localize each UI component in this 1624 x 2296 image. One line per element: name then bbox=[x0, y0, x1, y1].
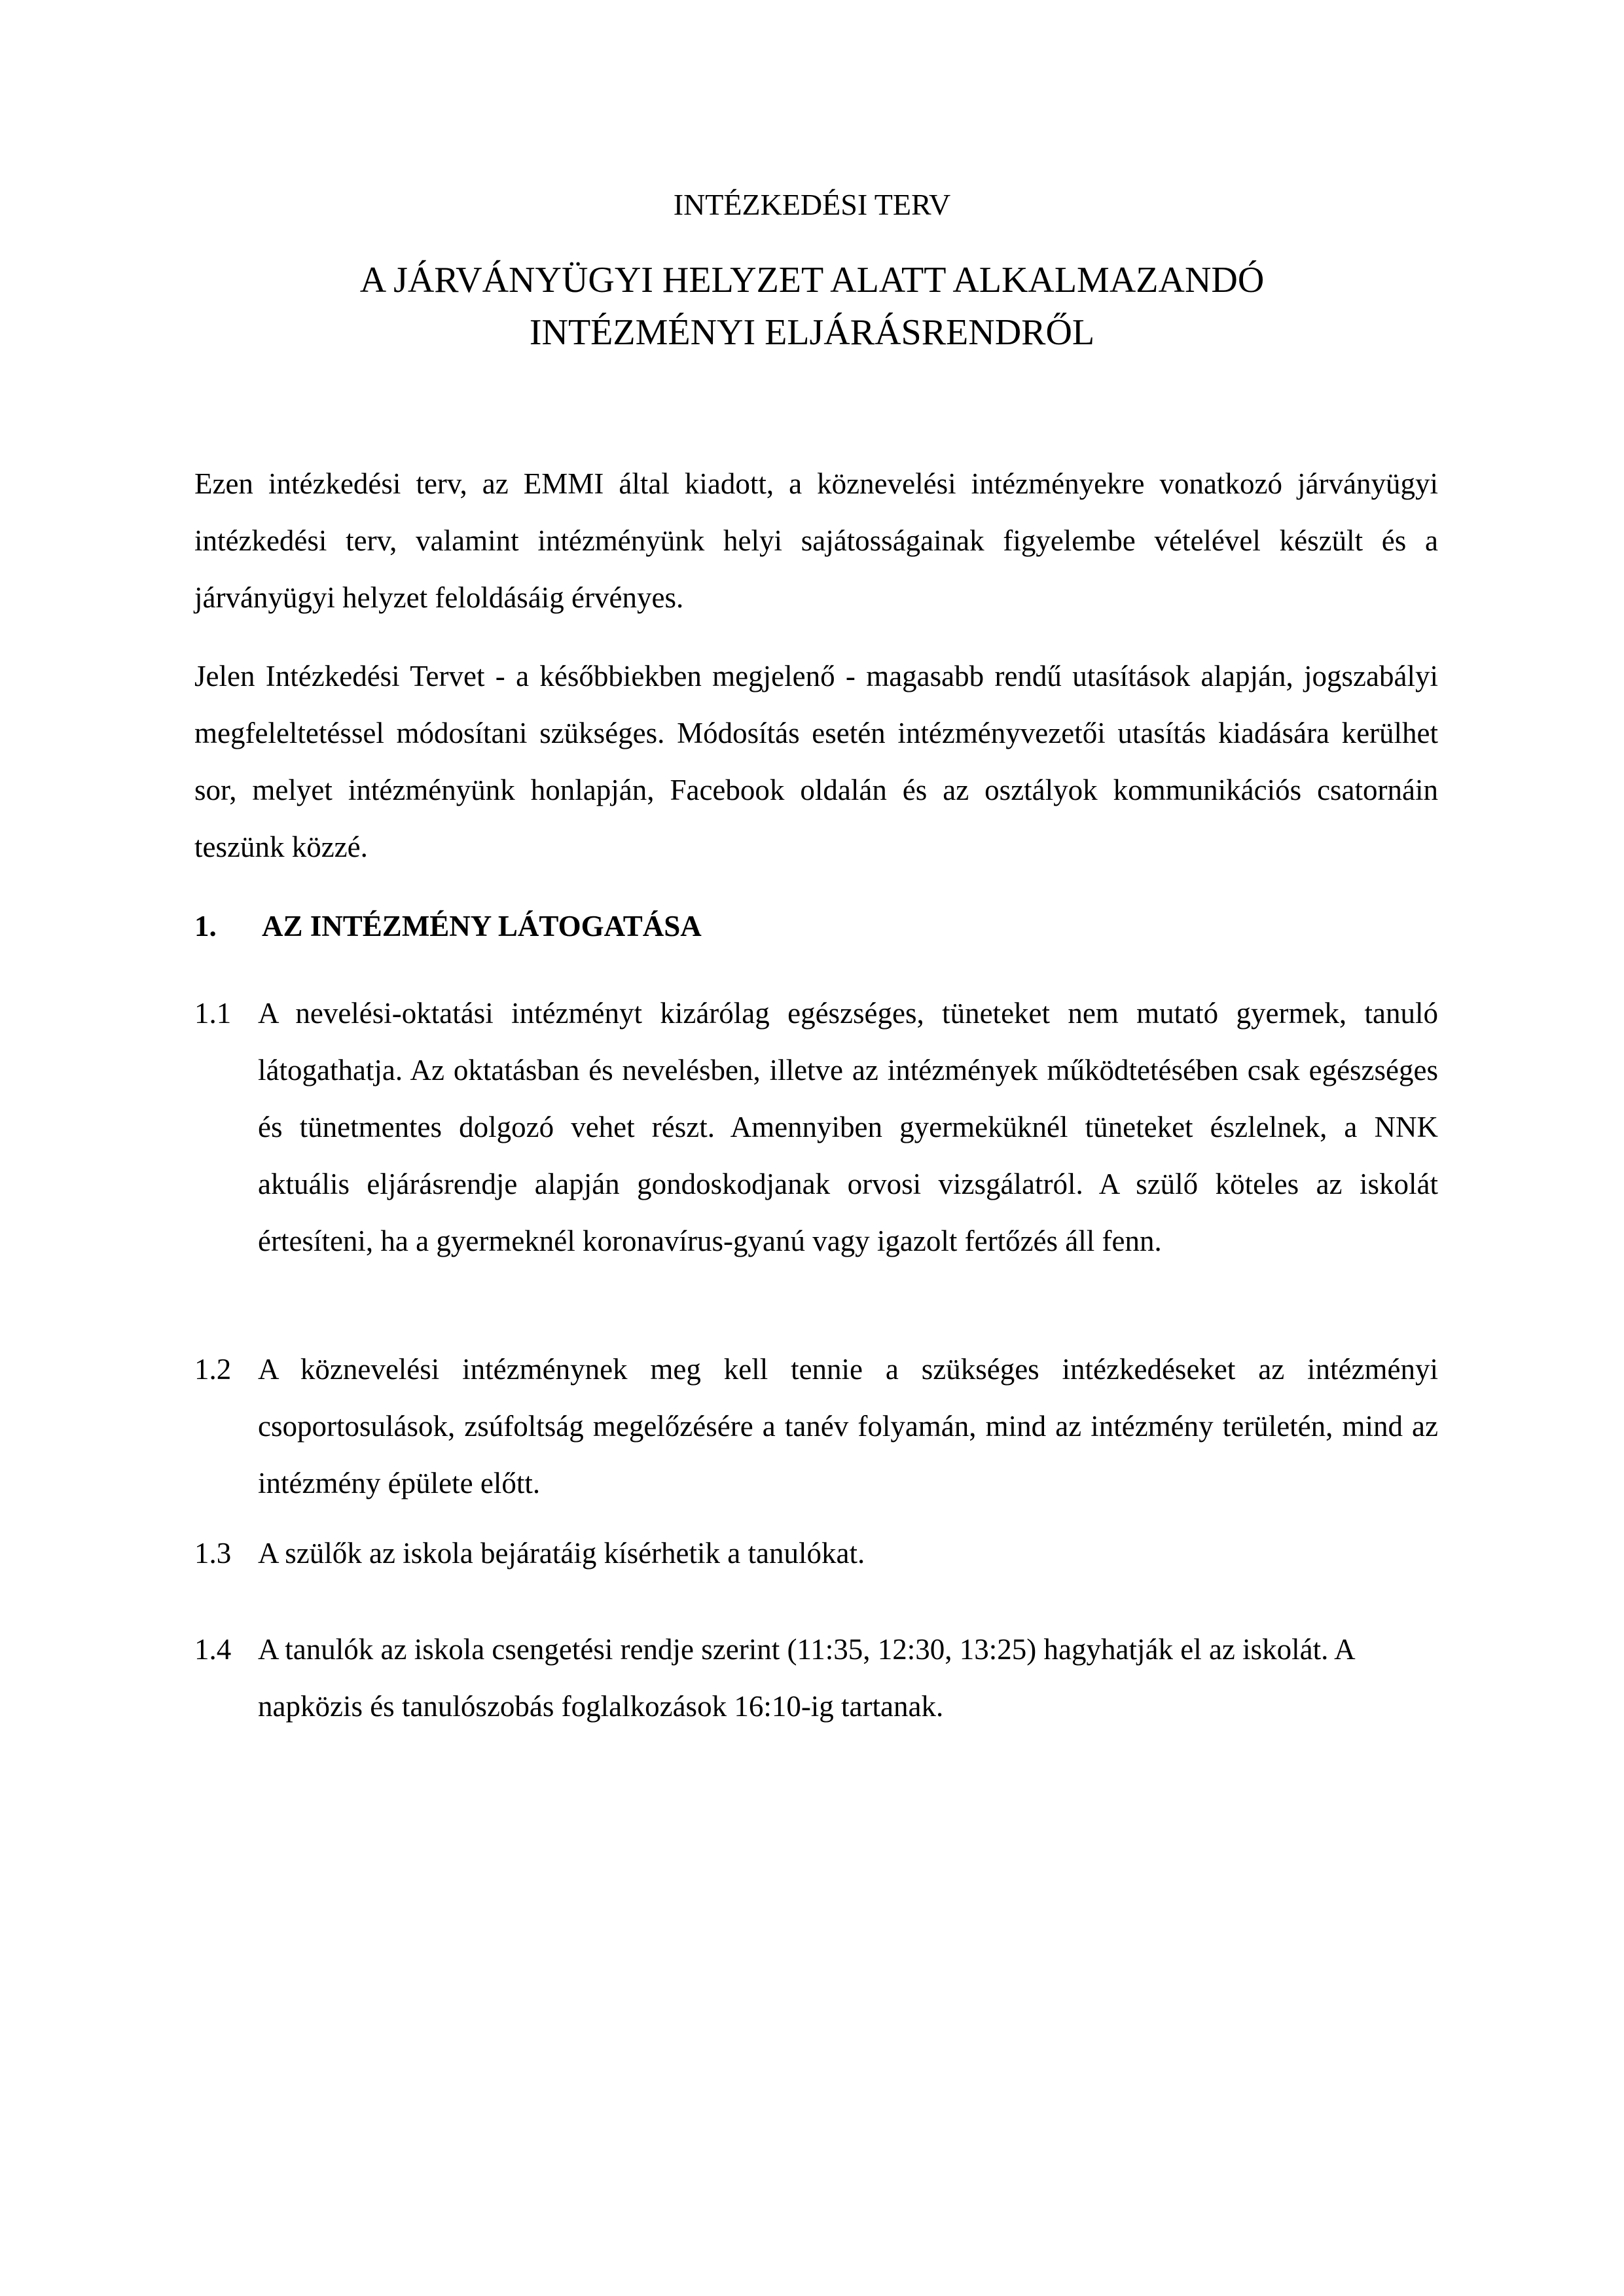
section-heading bbox=[194, 906, 702, 946]
item-number: 1.4 bbox=[194, 1633, 232, 1666]
list-item bbox=[194, 1525, 1438, 1582]
item-text: A nevelési-oktatási intézményt kizárólag egészséges, tüneteket nem mutató gyermek, tanuló látogathatja. Az oktatásban és nevelésben, illetve az intézmények működtetésében csak egészséges és tünetmentes dolgozó vehet részt. Amennyiben gyermeküknél tüneteket észlelnek, a NNK aktuális eljárásrendje alapján gondoskodjanak orvosi vizsgálatról. A szülő köteles az iskolát értesíteni, ha a gyermeknél koronavírus-gyanú vagy igazolt fertőzés áll fenn. bbox=[258, 997, 1438, 1257]
list-item bbox=[194, 985, 1438, 1270]
list-item bbox=[194, 1621, 1438, 1735]
subtitle-line-1: A JÁRVÁNYÜGYI HELYZET ALATT ALKALMAZANDÓ bbox=[359, 260, 1265, 300]
intro-paragraph: Ezen intézkedési terv, az EMMI által kiadott, a köznevelési intézményekre vonatkozó járványügyi intézkedési terv, valamint intézményünk helyi sajátosságainak figyelembe vételével készült és a járványügyi helyzet feloldásáig érvényes. bbox=[194, 467, 1438, 614]
item-number: 1.2 bbox=[194, 1353, 232, 1386]
amendment-paragraph: Jelen Intézkedési Tervet - a későbbiekben megjelenő - magasabb rendű utasítások alapján, jogszabályi megfeleltetéssel módosítani szükséges. Módosítás esetén intézményvezetői utasítás kiadására kerülhet sor, melyet intézményünk honlapján, Facebook oldalán és az osztályok kommunikációs csatornáin teszünk közzé. bbox=[194, 660, 1438, 863]
document-subtitle bbox=[0, 254, 1624, 359]
list-item bbox=[194, 1341, 1438, 1512]
item-text: A szülők az iskola bejáratáig kísérhetik a tanulókat. bbox=[258, 1537, 865, 1570]
item-number: 1.1 bbox=[194, 997, 232, 1030]
section-number: 1. bbox=[194, 910, 217, 942]
section-title: AZ INTÉZMÉNY LÁTOGATÁSA bbox=[262, 910, 702, 942]
document-title: INTÉZKEDÉSI TERV bbox=[673, 188, 951, 221]
item-text: A köznevelési intézménynek meg kell tennie a szükséges intézkedéseket az intézményi csoportosulások, zsúfoltság megelőzésére a tanév folyamán, mind az intézmény területén, mind az intézmény épülete előtt. bbox=[258, 1353, 1438, 1499]
item-text: A tanulók az iskola csengetési rendje szerint (11:35, 12:30, 13:25) hagyhatják el az iskolát. A napközis és tanulószobás foglalkozások 16:10-ig tartanak. bbox=[258, 1633, 1354, 1723]
item-number: 1.3 bbox=[194, 1537, 232, 1570]
subtitle-line-2: INTÉZMÉNYI ELJÁRÁSRENDRŐL bbox=[529, 312, 1095, 353]
